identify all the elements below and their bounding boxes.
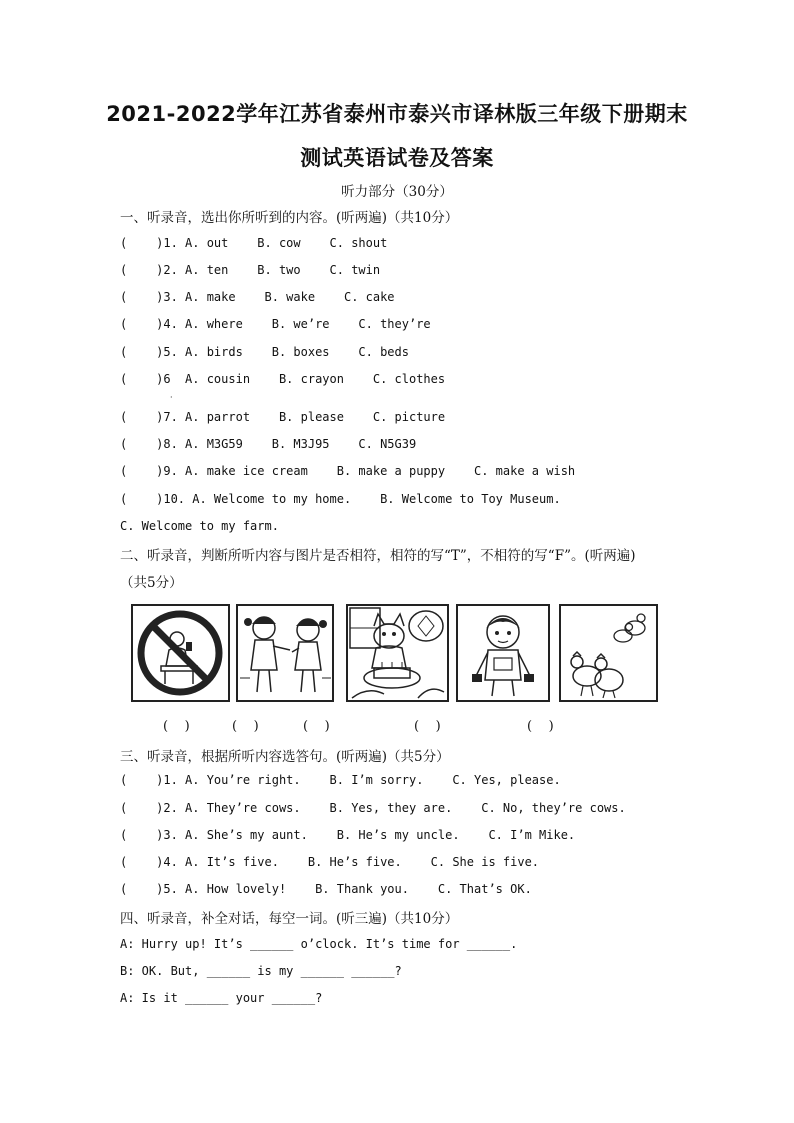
exam-title-line2: 测试英语试卷及答案 — [300, 146, 494, 170]
section1-item-8: ( )8. A. M3G59 B. M3J95 C. N5G39 — [120, 437, 417, 451]
section1-item-2: ( )2. A. ten B. two C. twin — [120, 263, 381, 277]
section1-heading: 一、听录音，选出你所听到的内容。(听两遍)（共10分） — [120, 210, 459, 226]
section1-item-5: ( )5. A. birds B. boxes C. beds — [120, 345, 409, 359]
no-phone-sign-picture — [131, 604, 230, 702]
section1-item-10-option-c: C. Welcome to my farm. — [120, 519, 279, 533]
section1-item-7: ( )7. A. parrot B. please C. picture — [120, 410, 446, 424]
answer-blank-picture-4[interactable]: ( ) — [414, 719, 441, 734]
section3-item-4: ( )4. A. It’s five. B. He’s five. C. She is five. — [120, 855, 540, 869]
answer-blank-picture-3[interactable]: ( ) — [303, 719, 330, 734]
section1-item-6: ( )6 A. cousin B. crayon C. clothes — [120, 372, 446, 386]
section1-item-4: ( )4. A. where B. we’re C. they’re — [120, 317, 431, 331]
exam-title-line1: 2021-2022学年江苏省泰州市泰兴市译林版三年级下册期末 — [106, 102, 688, 126]
section3-item-1: ( )1. A. You’re right. B. I’m sorry. C. Yes, please. — [120, 773, 561, 787]
section3-item-3: ( )3. A. She’s my aunt. B. He’s my uncle. C. I’m Mike. — [120, 828, 576, 842]
chickens-picture — [559, 604, 658, 702]
stray-dot: · — [170, 393, 173, 402]
listening-part-subtitle: 听力部分（30分） — [341, 184, 453, 200]
answer-blank-picture-5[interactable]: ( ) — [527, 719, 554, 734]
section3-heading: 三、听录音，根据所听内容选答句。(听两遍)（共5分） — [120, 749, 450, 765]
answer-blank-picture-1[interactable]: ( ) — [163, 719, 190, 734]
section1-item-9: ( )9. A. make ice cream B. make a puppy C. make a wish — [120, 464, 576, 478]
section2-heading-line1: 二、听录音，判断所听内容与图片是否相符，相符的写“T”，不相符的写“F”。(听两遍) — [120, 548, 636, 564]
section4-dialogue-line-1: A: Hurry up! It’s ______ o’clock. It’s time for ______. — [120, 937, 518, 951]
section1-item-10: ( )10. A. Welcome to my home. B. Welcome to Toy Museum. — [120, 492, 561, 506]
boy-picture — [456, 604, 550, 702]
cat-with-cake-picture — [346, 604, 449, 702]
section3-item-5: ( )5. A. How lovely! B. Thank you. C. That’s OK. — [120, 882, 532, 896]
section4-dialogue-line-3: A: Is it ______ your ______? — [120, 991, 323, 1005]
section3-item-2: ( )2. A. They’re cows. B. Yes, they are. C. No, they’re cows. — [120, 801, 626, 815]
answer-blank-picture-2[interactable]: ( ) — [232, 719, 259, 734]
section2-heading-line2: （共5分） — [120, 575, 183, 591]
section4-dialogue-line-2: B: OK. But, ______ is my ______ ______? — [120, 964, 402, 978]
section4-heading: 四、听录音，补全对话，每空一词。(听三遍)（共10分） — [120, 911, 459, 927]
section1-item-1: ( )1. A. out B. cow C. shout — [120, 236, 388, 250]
section1-item-3: ( )3. A. make B. wake C. cake — [120, 290, 395, 304]
two-girls-picture — [236, 604, 334, 702]
